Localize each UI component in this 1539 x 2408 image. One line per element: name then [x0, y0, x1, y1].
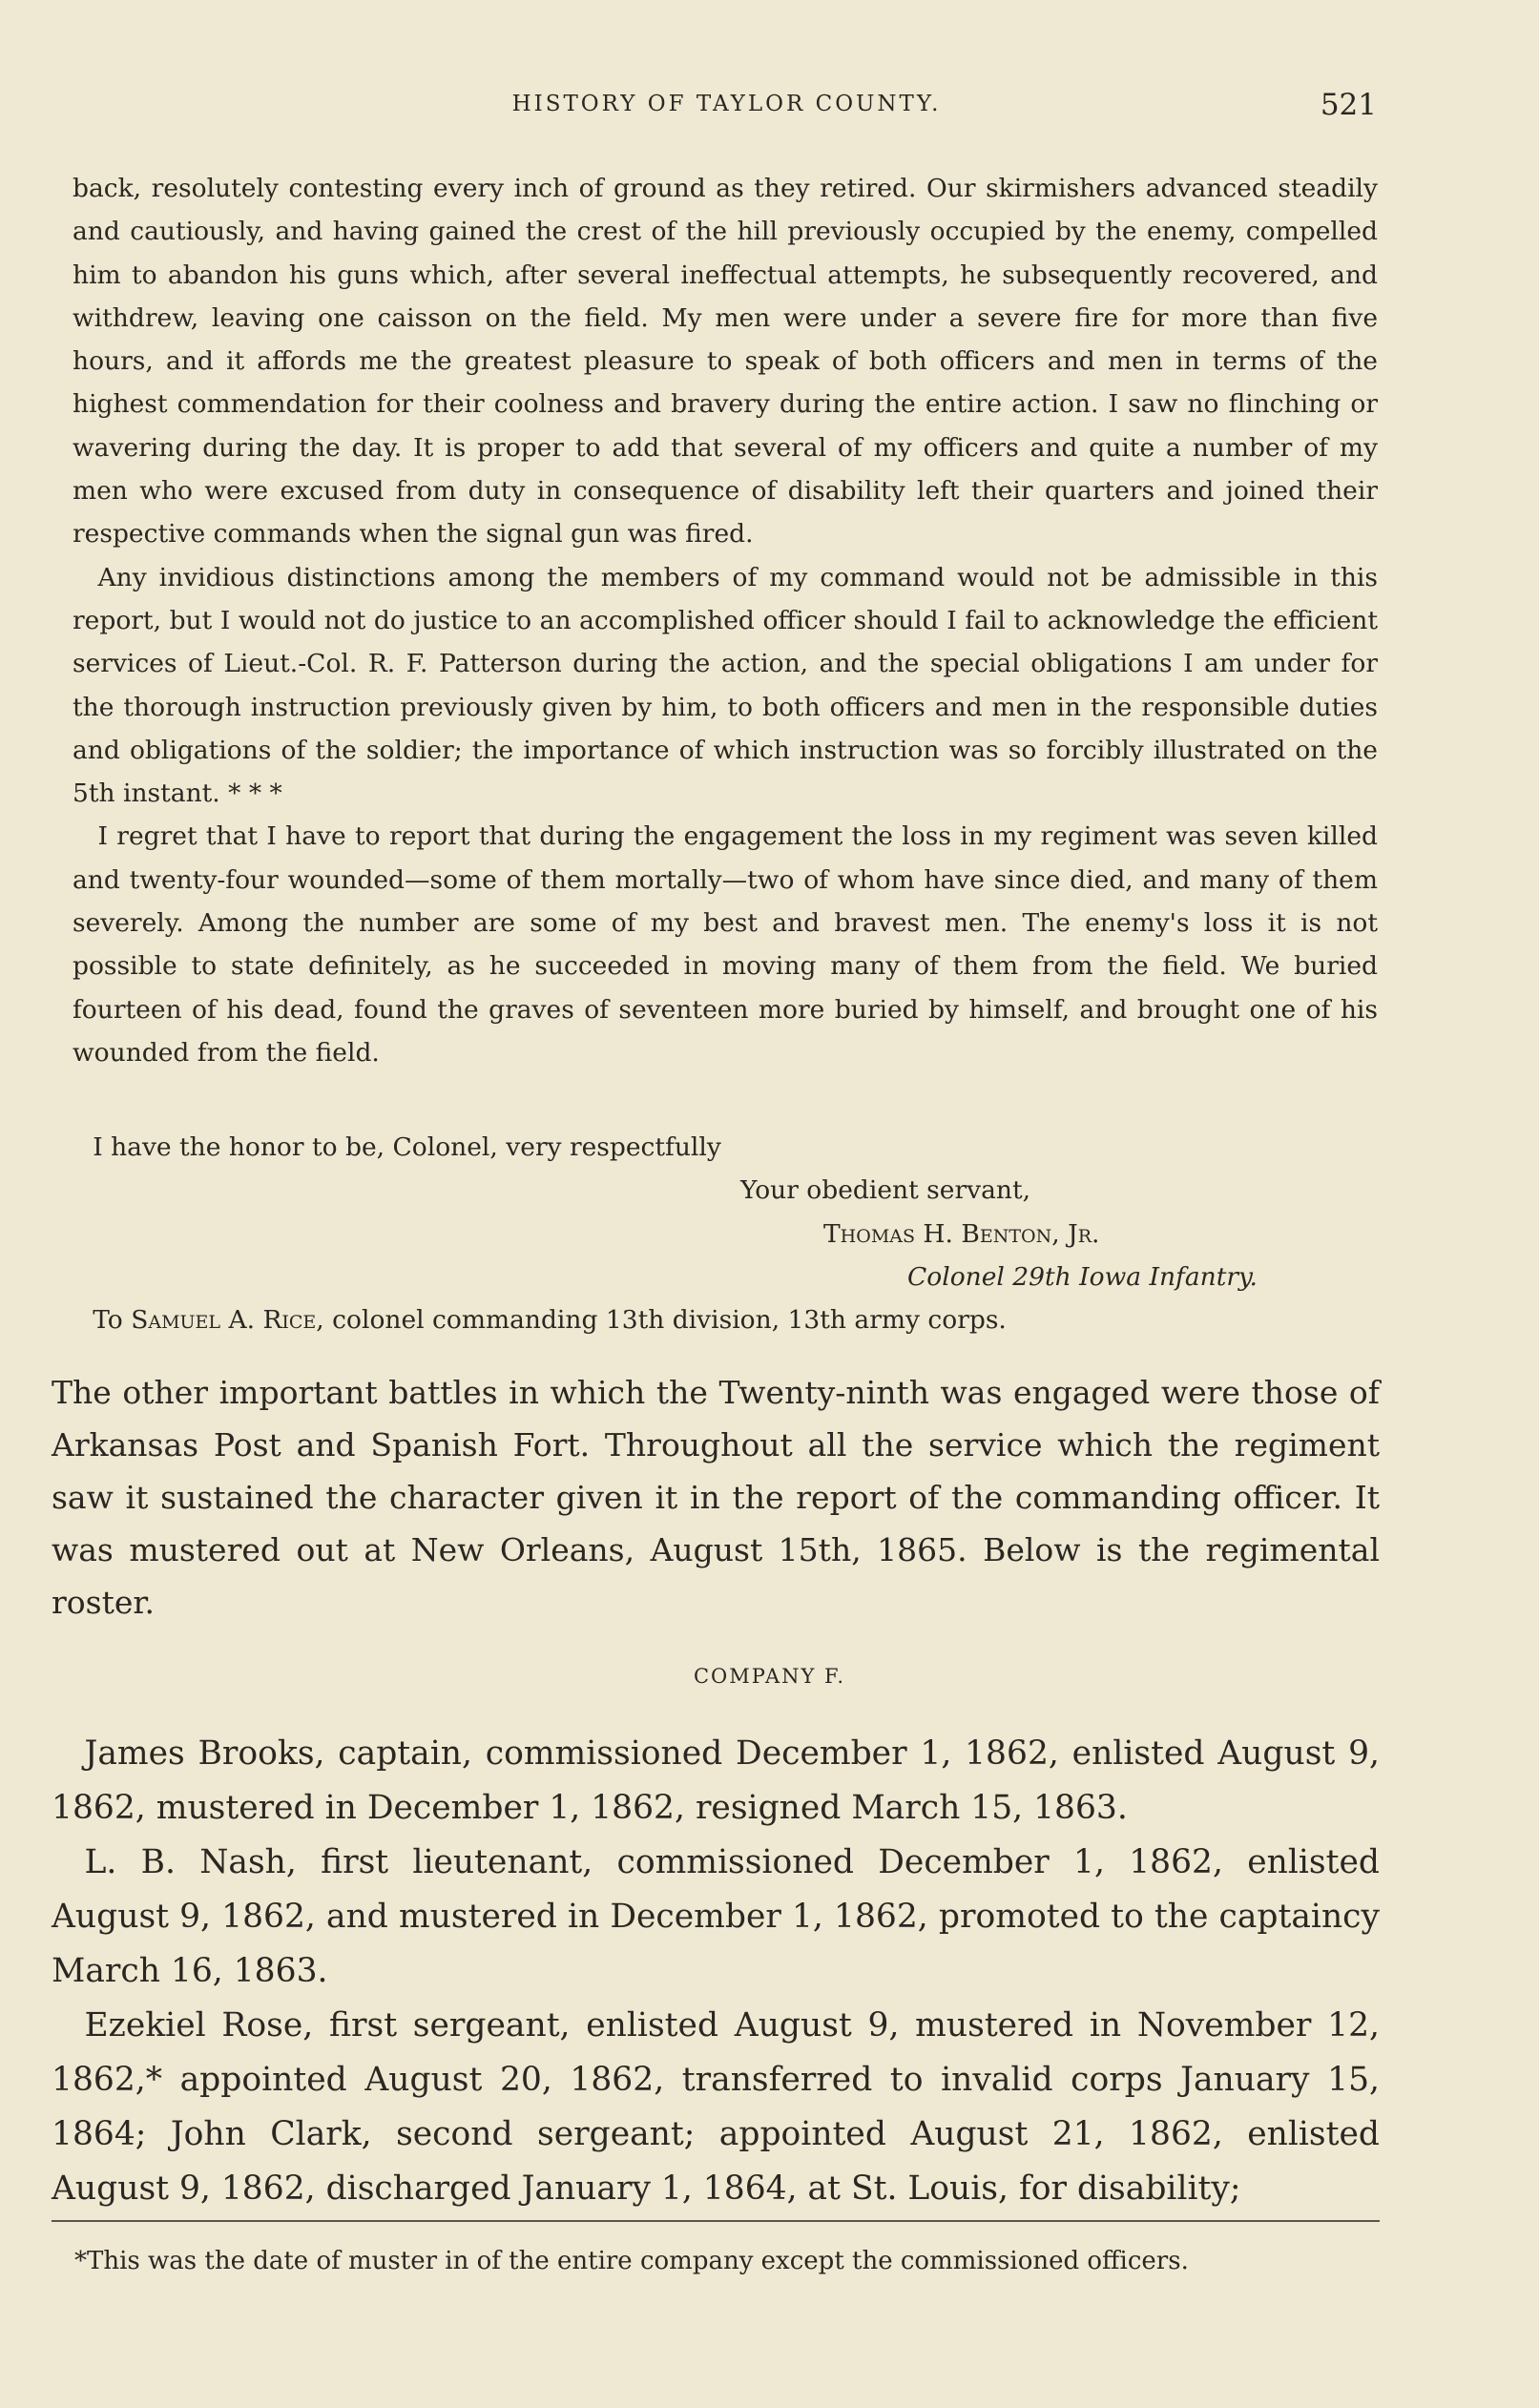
- company-heading: COMPANY F.: [693, 1665, 846, 1688]
- running-title: HISTORY OF TAYLOR COUNTY.: [511, 92, 942, 116]
- footnote: *This was the date of muster in of the entire company except the commissioned officers.: [74, 2247, 1189, 2275]
- addressee-name: Samuel A. Rice,: [131, 1305, 324, 1336]
- letter-closing: [73, 1126, 1378, 1341]
- roster-entry: Ezekiel Rose, first sergeant, enlisted August 9, mustered in November 12, 1862,* appointed August 20, 1862, transferred to invalid corps January 15, 1864; John Clark, second sergeant; appointed August 21, 1862, enlisted August 9, 1862, discharged January 1, 1864, at St. Louis, for disability;: [52, 2006, 1380, 2208]
- narrative-paragraph: The other important battles in which the Twenty-ninth was engaged were those of Arkansas Post and Spanish Fort. Throughout all the service which the regiment saw it sustained the character given it in the report of the commanding officer. It was mustered out at New Orleans, August 15th, 1865. Below is the regimental roster.: [52, 1374, 1380, 1621]
- addressee-prefix: To: [93, 1305, 123, 1336]
- addressee-rest: colonel commanding 13th division, 13th army corps.: [332, 1305, 1007, 1336]
- page-number: 521: [1320, 88, 1377, 122]
- letter-paragraph: I regret that I have to report that during the engagement the loss in my regiment was seven killed and twenty-four wounded—some of them mortally—two of whom have since died, and many of them severely. Among the number are some of my best and bravest men. The enemy's loss it is not possible to state definitely, as he succeeded in moving many of them from the field. We buried fourteen of his dead, found the graves of seventeen more buried by himself, and brought one of his wounded from the field.: [73, 821, 1378, 1068]
- signature: Thomas H. Benton, Jr.: [823, 1218, 1100, 1249]
- addressee-line: [73, 1298, 1378, 1341]
- narrative-text: [52, 1366, 1380, 1629]
- page-header: [76, 88, 1377, 130]
- closing-line: I have the honor to be, Colonel, very respectfully: [93, 1132, 721, 1162]
- signature-title: Colonel 29th Iowa Infantry.: [907, 1261, 1258, 1292]
- letter-paragraph: back, resolutely contesting every inch of ground as they retired. Our skirmishers advanced steadily and cautiously, and having gained the crest of the hill previously occupied by the enemy, compelled him to abandon his guns which, after several ineffectual attempts, he subsequently recovered, and withdrew, leaving one caisson on the field. My men were under a severe fire for more than five hours, and it affords me the greatest pleasure to speak of both officers and men in terms of the highest commendation for their coolness and bravery during the entire action. I saw no flinching or wavering during the day. It is proper to add that several of my officers and quite a number of my men who were excused from duty in consequence of disability left their quarters and joined their respective commands when the signal gun was fired.: [73, 174, 1378, 550]
- report-letter: [73, 167, 1378, 1074]
- roster-entry: James Brooks, captain, commissioned December 1, 1862, enlisted August 9, 1862, mustered in December 1, 1862, resigned March 15, 1863.: [52, 1734, 1380, 1827]
- letter-paragraph: Any invidious distinctions among the members of my command would not be admissible in this report, but I would not do justice to an accomplished officer should I fail to acknowledge the efficient services of Lieut.-Col. R. F. Patterson during the action, and the special obligations I am under for the thorough instruction previously given by him, to both officers and men in the responsible duties and obligations of the soldier; the importance of which instruction was so forcibly illustrated on the 5th instant. * * *: [73, 562, 1378, 809]
- roster-entry: L. B. Nash, first lieutenant, commissioned December 1, 1862, enlisted August 9, 1862, and mustered in December 1, 1862, promoted to the captaincy March 16, 1863.: [52, 1843, 1380, 1990]
- roster-list: [52, 1727, 1380, 2216]
- footnote-rule: [52, 2220, 1380, 2222]
- signoff-line: Your obedient servant,: [740, 1175, 1031, 1206]
